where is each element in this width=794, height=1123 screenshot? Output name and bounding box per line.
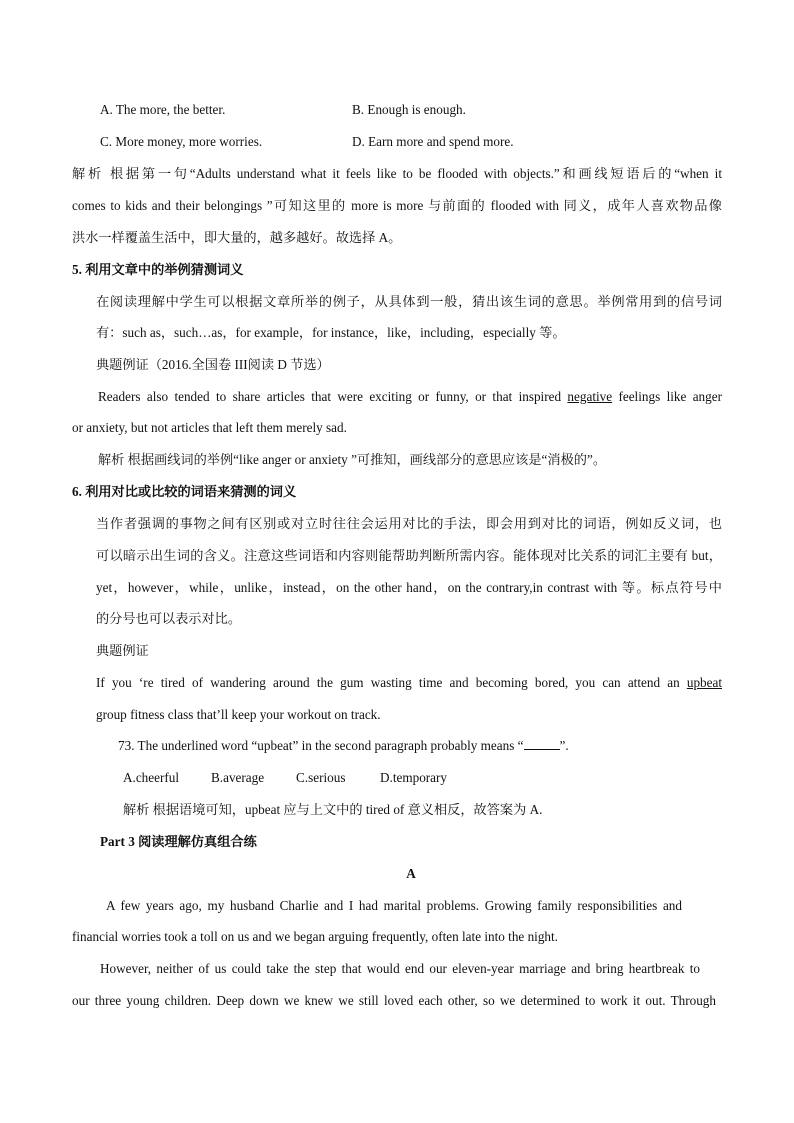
option-b: B. Enough is enough. bbox=[352, 102, 466, 117]
q73-option-c: C.serious bbox=[296, 770, 346, 785]
section5-analysis: 解析 根据画线词的举例“like anger or anxiety ”可推知，画线部分的意思应该是“消极的”。 bbox=[98, 452, 607, 467]
section6-p1-line4: 的分号也可以表示对比。 bbox=[96, 611, 242, 626]
underlined-word-upbeat: upbeat bbox=[686, 675, 722, 690]
section5-p1-line1: 在阅读理解中学生可以根据文章所举的例子，从具体到一般，猜出该生词的意思。举例常用到的信号词 bbox=[96, 294, 722, 309]
q73-option-a: A.cheerful bbox=[123, 770, 180, 785]
analysis1-line3: 洪水一样覆盖生活中，即大量的，越多越好。故选择 A。 bbox=[72, 230, 402, 245]
question-73: 73. The underlined word “upbeat” in the second paragraph probably means “ ”. bbox=[118, 738, 569, 753]
option-a: A. The more, the better. bbox=[100, 102, 226, 117]
section5-p1-line2: 有：such as，such…as，for example，for instance，like，including，especially 等。 bbox=[96, 325, 566, 340]
section6-p1-line2: 可以暗示出生词的含义。注意这些词语和内容则能帮助判断所需内容。能体现对比关系的词汇主要有 but， bbox=[96, 548, 722, 563]
q73-option-b: B.average bbox=[211, 770, 265, 785]
section5-example-title: 典题例证（2016.全国卷 III阅读 D 节选） bbox=[96, 357, 330, 372]
passage-para1-line2: financial worries took a toll on us and we began arguing frequently, often late into the night. bbox=[72, 929, 558, 944]
option-c: C. More money, more worries. bbox=[100, 134, 263, 149]
passage-para1-line1: A few years ago, my husband Charlie and I had marital problems. Growing family responsibilities and bbox=[106, 898, 682, 913]
section6-example-line1: If you ‘re tired of wandering around the gum wasting time and becoming bored, you can attend an upbeat bbox=[96, 675, 722, 690]
part3-heading: Part 3 阅读理解仿真组合练 bbox=[100, 834, 257, 849]
passage-label: A bbox=[406, 866, 416, 881]
section6-example-line2: group fitness class that’ll keep your workout on track. bbox=[96, 707, 381, 722]
analysis1-line2: comes to kids and their belongings ”可知这里的 more is more 与前面的 flooded with 同义，成年人喜欢物品像 bbox=[72, 198, 722, 213]
section6-example-title: 典题例证 bbox=[96, 643, 149, 658]
section5-example-line1: Readers also tended to share articles that were exciting or funny, or that inspired negative feelings like anger bbox=[98, 389, 722, 404]
section5-heading: 5. 利用文章中的举例猜测词义 bbox=[72, 262, 244, 277]
passage-para2-line1: However, neither of us could take the step that would end our eleven-year marriage and bring heartbreak to bbox=[100, 961, 700, 976]
section6-heading: 6. 利用对比或比较的词语来猜测的词义 bbox=[72, 484, 297, 499]
underlined-word-negative: negative bbox=[567, 389, 613, 404]
section5-example-line2: or anxiety, but not articles that left them merely sad. bbox=[72, 420, 347, 435]
section6-p1-line3: yet，however，while，unlike，instead，on the other hand，on the contrary,in contrast with 等。标点符号中 bbox=[96, 580, 722, 595]
section6-analysis: 解析 根据语境可知，upbeat 应与上文中的 tired of 意义相反，故答案为 A. bbox=[123, 802, 543, 817]
section6-p1-line1: 当作者强调的事物之间有区别或对立时往往会运用对比的手法，即会用到对比的词语，例如反义词，也 bbox=[96, 516, 722, 531]
analysis1-line1: 解析 根据第一句“Adults understand what it feels like to be flooded with objects.”和画线短语后的“when it bbox=[72, 166, 722, 181]
option-d: D. Earn more and spend more. bbox=[352, 134, 514, 149]
passage-para2-line2: our three young children. Deep down we knew we still loved each other, so we determined to work it out. Through bbox=[72, 993, 716, 1008]
answer-blank bbox=[524, 737, 560, 750]
q73-option-d: D.temporary bbox=[380, 770, 448, 785]
